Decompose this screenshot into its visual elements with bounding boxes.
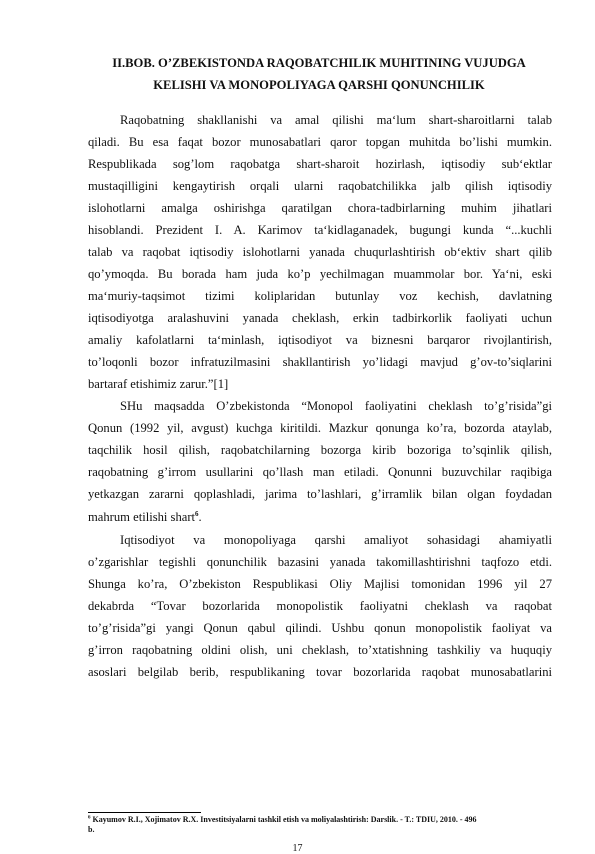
text-line: islohotlarni amalga oshirishga qaratilgan chora-tadbirlarning muhim jihatlari (88, 201, 552, 215)
text-line: Raqobatning shakllanishi va amal qilishi ma‘lum shart-sharoitlarni talab (120, 113, 552, 127)
chapter-heading-line-2: KELISHI VA MONOPOLIYAGA QARSHI QONUNCHILIK (153, 78, 485, 92)
text-line: o’zgarishlar tegishli qonunchilik bazasini yanada takomillashtirishni taqfozo etdi. (88, 555, 552, 569)
text-line: mustaqilligini kengaytirish orqali ularni raqobatchilikka jalb qilish iqtisodiy (88, 179, 552, 193)
text-line: qo’ymoqda. Bu borada ham juda ko’p yechilmagan muammolar bor. Ya‘ni, eski (88, 267, 552, 281)
footnote-text-line-1: Kayumov R.I., Xojimatov R.X. Investitsiyalarni tashkil etish va moliyalashtirish: Darslik. - T.: TDIU, 2010. - 496 (92, 815, 477, 824)
footnote-reference[interactable]: 6 (195, 509, 199, 518)
text-line: asoslari belgilab berib, respublikaning tovar bozorlarida raqobat munosabatlarini (88, 665, 552, 679)
text-line: hisoblandi. Prezident I. A. Karimov ta‘kidlaganadek, bugungi kunda “...kuchli (88, 223, 552, 237)
text-line: dekabrda “Tovar bozorlarida monopolistik faoliyatni cheklash va raqobat (88, 599, 552, 613)
text-line: mahrum etilishi shart (88, 510, 196, 524)
text-line: Shunga ko’ra, O’zbekiston Respublikasi Oliy Majlisi tomonidan 1996 yil 27 (88, 577, 552, 591)
footnote-separator (88, 812, 201, 813)
page-number: 17 (292, 843, 303, 854)
text-line: amaliy kafolatlarni ta‘minlash, iqtisodiyot va biznesni barqaror rivojlantirish, (88, 333, 552, 347)
text-line: Iqtisodiyot va monopoliyaga qarshi amaliyot sohasidagi ahamiyatli (120, 533, 552, 547)
text-line: yetkazgan zararni qoplashladi, jarima to’lashlari, g’irramlik bilan olgan foydadan (88, 487, 552, 501)
text-line: Respublikada sog’lom raqobatga shart-sharoit hozirlash, iqtisodiy sub‘ektlar (88, 157, 552, 171)
text-line: ma‘muriy-taqsimot tizimi koliplaridan butunlay voz kechish, davlatning (88, 289, 552, 303)
footnote-marker: 6 (88, 815, 91, 821)
text-line: bartaraf etishimiz zarur.”[1] (88, 377, 229, 391)
sentence-end: . (198, 510, 202, 524)
text-line: SHu maqsadda O’zbekistonda “Monopol faoliyatini cheklash to’g’risida”gi (120, 399, 552, 413)
text-line: talab va raqobat iqtisodiy islohotlarni yanada chuqurlashtirish ob‘ektiv shart qilib (88, 245, 552, 259)
text-line: qiladi. Bu esa faqat bozor munosabatlari qaror topgan muhitda bo’lishi mumkin. (88, 135, 552, 149)
text-line: raqobatning g’irrom usullarini qo’llash man etiladi. Qonunni buzuvchilar raqibiga (88, 465, 552, 479)
chapter-heading-line-1: II.BOB. O’ZBEKISTONDA RAQOBATCHILIK MUHITINING VUJUDGA (112, 56, 526, 70)
text-line: iqtisodiyotga aralashuvini yanada cheklash, erkin tadbirkorlik faoliyati uchun (88, 311, 552, 325)
footnote (88, 815, 552, 825)
text-line: to’loqonli bozor infratuzilmasini shakllantirish yo’lidagi mavjud g’ov-to’siqlarini (88, 355, 552, 369)
footnote-continuation: b. (88, 825, 95, 834)
text-line: taqchilik hosil qilish, raqobatchilarning bozorga kirib bozoriga to’sqinlik qilish, (88, 443, 552, 457)
text-line: g’irron raqobatning oldini olish, uni cheklash, to’xtatishning tashkiliy va huquqiy (88, 643, 552, 657)
chapter-heading (88, 52, 550, 96)
text-line-with-footnote (88, 506, 552, 528)
text-line: Qonun (1992 yil, avgust) kuchga kiritildi. Mazkur qonunga ko’ra, bozorda ataylab, (88, 421, 552, 435)
text-line: to’g’risida”gi yangi Qonun qabul qilindi. Ushbu qonun monopolistik faoliyat va (88, 621, 552, 635)
